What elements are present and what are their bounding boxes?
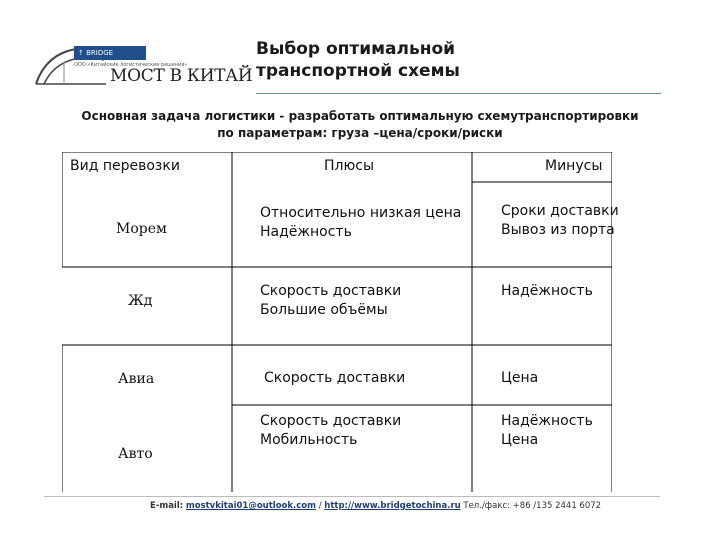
transport-table [62, 152, 619, 492]
column-header-mode: Вид перевозки [70, 158, 180, 174]
sea-cons [501, 202, 619, 240]
phone-text: Тел./факс: +86 /135 2441 6072 [463, 501, 602, 511]
sea-pros [260, 204, 461, 242]
sea-con-2: Вывоз из порта [501, 222, 615, 238]
air-con-1: Цена [501, 370, 539, 386]
truck-con-2: Цена [501, 432, 539, 448]
page-title [256, 38, 676, 82]
sea-pro-2: Надёжность [260, 224, 352, 240]
rail-cons [501, 282, 593, 301]
sea-pro-1: Относительно низкая цена [260, 205, 462, 221]
title-line-1: Выбор оптимальной [256, 39, 456, 59]
rail-pro-1: Скорость доставки [260, 283, 402, 299]
mode-air: Авиа [118, 371, 155, 387]
website-link[interactable]: http://www.bridgetochina.ru [324, 501, 461, 511]
title-divider [256, 93, 661, 94]
rail-pro-2: Большие объёмы [260, 302, 388, 318]
footer-divider [44, 496, 660, 497]
rail-pros [260, 282, 401, 320]
company-logo [34, 42, 252, 88]
mode-rail: Жд [128, 293, 153, 309]
footer-contacts [150, 501, 650, 511]
logo-name: МОСТ В КИТАЙ [110, 66, 253, 86]
truck-cons [501, 412, 593, 450]
column-header-cons: Минусы [545, 158, 603, 174]
mode-truck: Авто [118, 446, 153, 462]
air-cons [501, 369, 538, 388]
truck-con-1: Надёжность [501, 413, 593, 429]
subtitle-line-1: Основная задача логистики - разработать оптимальную схемутранспортировки [81, 109, 639, 123]
truck-pros [260, 412, 401, 450]
footer-separator: / [318, 501, 322, 511]
email-label: E-mail: [150, 501, 184, 511]
truck-pro-2: Мобильность [260, 432, 358, 448]
column-header-pros: Плюсы [324, 158, 375, 174]
rail-con-1: Надёжность [501, 283, 593, 299]
sea-con-1: Сроки доставки [501, 203, 619, 219]
air-pro-1: Скорость доставки [264, 370, 406, 386]
subtitle-line-2: по параметрам: груза –цена/сроки/риски [217, 126, 503, 140]
title-line-2: транспортной схемы [256, 61, 460, 81]
truck-pro-1: Скорость доставки [260, 413, 402, 429]
subtitle [40, 108, 680, 142]
air-pros [264, 369, 405, 388]
logo-subline: ООО «Китайские логистические решения» [74, 62, 188, 68]
email-link[interactable]: mostvkitai01@outlook.com [185, 501, 316, 511]
logo-badge: ↑ BRIDGE [74, 46, 146, 60]
mode-sea: Морем [116, 221, 167, 237]
